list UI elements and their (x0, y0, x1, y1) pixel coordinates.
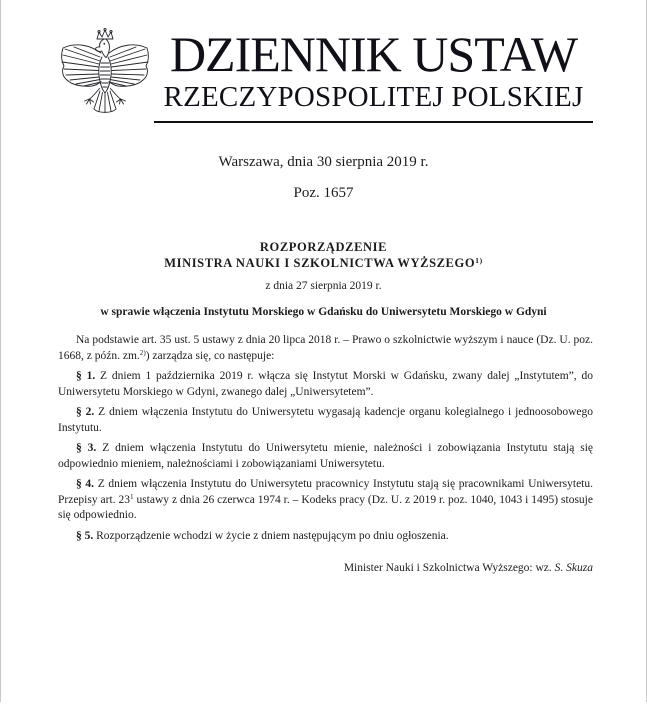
paragraph-text: § 1. (76, 370, 96, 382)
paragraphs (58, 333, 593, 544)
paragraph-text: ustawy z dnia 26 czerwca 1974 r. – Kodeks pracy (Dz. U. z 2019 r. poz. 1040, 1043 i 1495) stosuje się odpowiednio. (58, 493, 593, 521)
body-paragraph (58, 529, 593, 545)
paragraph-text: Rozporządzenie wchodzi w życie z dniem następującym po dniu ogłoszenia. (93, 529, 449, 542)
paragraph-text: Z dniem 1 października 2019 r. włącza się Instytut Morski w Gdańsku, zwany dalej „Instytutem”, do Uniwersytetu Morskiego w Gdyni, zwanego dalej „Uniwersytetem”. (58, 370, 593, 398)
paragraph-text: Z dniem włączenia Instytutu do Uniwersytetu pracownicy Instytutu stają się pracownikami Uniwersytetu. Przepisy art. 23 (58, 478, 593, 506)
act-type: ROZPORZĄDZENIE (259, 240, 388, 254)
footnote-ref-1: 1) (475, 256, 483, 266)
body-paragraph (58, 477, 593, 524)
act-issuer-text: MINISTRA NAUKI I SZKOLNICTWA WYŻSZEGO (164, 255, 476, 270)
dateline: Warszawa, dnia 30 sierpnia 2019 r. (218, 154, 429, 170)
journal-title: DZIENNIK USTAW (169, 26, 578, 82)
paragraph-text: § 3. (76, 442, 97, 454)
body-paragraph (58, 441, 593, 472)
paragraph-text: ) zarządza się, co następuje: (145, 349, 275, 362)
paragraph-text: Z dniem włączenia Instytutu do Uniwersytetu wygasają kadencje organu kolegialnego i jednoosobowego Instytutu. (58, 406, 593, 434)
footnote-ref: 2) (139, 349, 146, 358)
paragraph-text: Z dniem włączenia Instytutu do Uniwersytetu mienie, należności i zobowiązania Instytutu stają się odpowiednio mieniem, należnościami i zobowiązaniami Uniwersytetu. (58, 442, 593, 470)
position-number: Poz. 1657 (293, 185, 354, 201)
paragraph-text: § 2. (76, 406, 95, 418)
paragraph-text: Na podstawie art. 35 ust. 5 ustawy z dnia 20 lipca 2018 r. – Prawo o szkolnictwie wyższym i nauce (Dz. U. poz. 1668, z późn. zm. (58, 334, 593, 362)
act-date: z dnia 27 sierpnia 2019 r. (265, 280, 382, 292)
polish-eagle-emblem-icon (58, 27, 152, 124)
paragraph-text: § 5. (76, 529, 94, 542)
journal-masthead (58, 0, 593, 124)
signature-line (58, 561, 593, 576)
act-subject: w sprawie włączenia Instytutu Morskiego w Gdańsku do Uniwersytetu Morskiego w Gdyni (100, 306, 547, 318)
body-paragraph (58, 333, 593, 364)
body-paragraph (58, 405, 593, 436)
journal-title-block (154, 27, 593, 123)
journal-subtitle: RZECZYPOSPOLITEJ POLSKIEJ (163, 81, 584, 113)
signature-name: S. Skuza (554, 562, 593, 574)
act-issuer (1, 256, 646, 272)
signature-office: Minister Nauki i Szkolnictwa Wyższego: wz. (343, 562, 555, 574)
footnote-ref: 1 (129, 493, 134, 502)
body-paragraph (58, 369, 593, 400)
paragraph-text: § 4. (76, 478, 95, 490)
